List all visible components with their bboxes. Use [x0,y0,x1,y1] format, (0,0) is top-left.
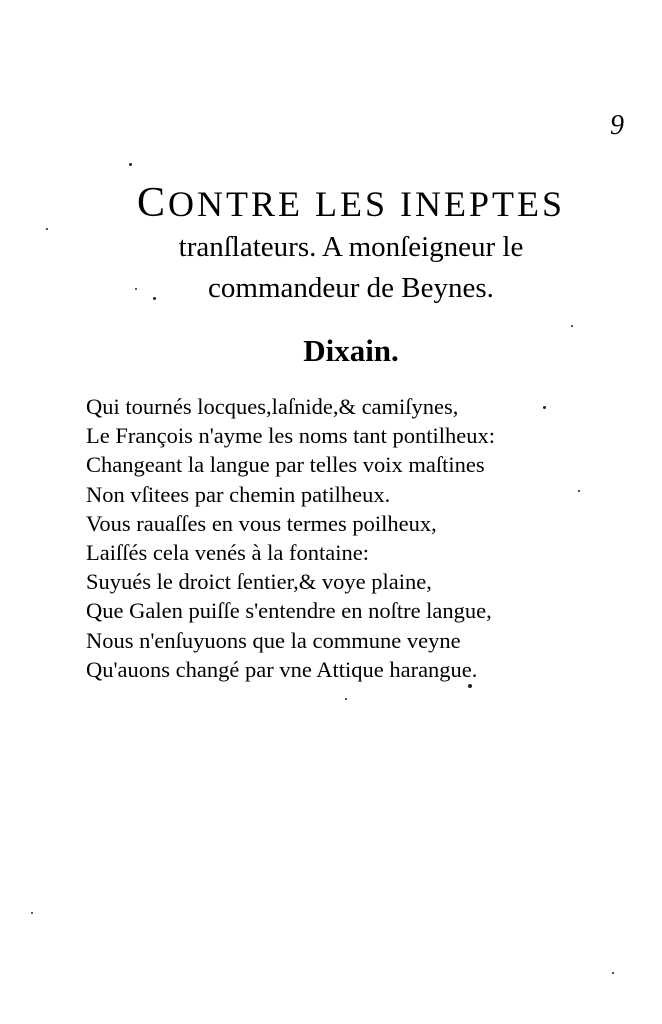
ink-speck [612,972,614,974]
heading-initial: C [136,180,168,226]
ink-speck [153,297,156,300]
verse-line: Qui tournés locques,laſnide,& camiſynes, [86,394,459,419]
poem-heading [60,182,642,224]
verse-block [86,392,495,684]
verse-line: Qu'auons changé par vne Attique harangue. [86,656,478,682]
section-title: Dixain. [303,333,399,368]
ink-speck [135,288,137,290]
subtitle-line-1: tranſlateurs. A monſeigneur le [178,231,524,263]
heading-rest: ONTRE LES INEPTES [168,184,565,224]
verse-line: Laiſſés cela venés à la fontaine: [86,539,369,565]
ink-speck [571,325,573,327]
verse-line: Le François n'ayme les noms tant pontilheux: [86,423,495,449]
ink-speck [129,163,132,166]
ink-speck [468,684,472,688]
ink-speck [46,228,48,230]
verse-line: Non vſitees par chemin patilheux. [86,481,391,507]
ink-speck [345,698,347,700]
verse-line: Suyués le droict ſentier,& voye plaine, [86,569,432,595]
verse-line: Vous rauaſſes en vous termes poilheux, [86,510,437,536]
page-number: 9 [610,110,624,141]
ink-speck [543,406,546,409]
ink-speck [31,912,33,914]
subtitle-line-2: commandeur de Beynes. [208,272,494,304]
verse-line: Changeant la langue par telles voix maſtines [86,452,485,478]
verse-line: Nous n'enſuyuons que la commune veyne [86,627,461,653]
verse-line: Que Galen puiſſe s'entendre en noſtre langue, [86,598,492,624]
ink-speck [578,490,580,492]
